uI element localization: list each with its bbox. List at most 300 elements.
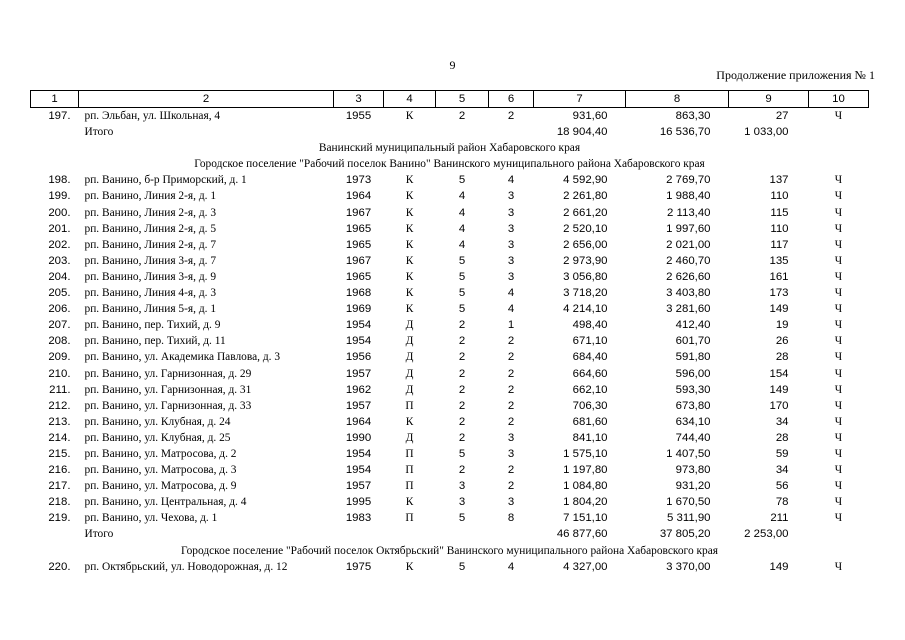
address-cell: рп. Ванино, ул. Матросова, д. 9 — [84, 480, 237, 493]
area-living-cell: 1 997,60 — [666, 222, 711, 235]
entrances-cell: 4 — [507, 303, 515, 316]
year-cell: 1983 — [345, 512, 372, 525]
material-cell: К — [405, 238, 414, 251]
material-cell: К — [405, 222, 414, 235]
year-cell: 1965 — [345, 222, 372, 235]
residents-cell: 78 — [775, 496, 789, 509]
year-cell: 1954 — [345, 335, 372, 348]
address-cell: рп. Ванино, Линия 3-я, д. 9 — [84, 270, 217, 283]
residents-cell: 34 — [775, 415, 789, 428]
area-total-cell: 931,60 — [572, 110, 608, 122]
floors-cell: 3 — [458, 496, 466, 509]
floors-cell: 4 — [458, 222, 466, 235]
residents-cell: 149 — [769, 303, 789, 316]
material-cell: К — [405, 206, 414, 219]
row-number: 214. — [48, 431, 71, 444]
table-row — [31, 301, 869, 317]
entrances-cell: 4 — [507, 287, 515, 300]
entrances-cell: 3 — [507, 270, 515, 283]
table-row — [31, 559, 869, 575]
entrances-cell: 4 — [507, 560, 515, 573]
area-total-cell: 4 214,10 — [563, 303, 608, 316]
area-living-cell: 3 370,00 — [666, 560, 711, 573]
cell-empty — [384, 526, 436, 542]
year-cell: 1965 — [345, 270, 372, 283]
address-cell: рп. Ванино, ул. Гарнизонная, д. 33 — [84, 399, 252, 412]
row-number: 199. — [48, 190, 71, 203]
column-header: 2 — [79, 91, 334, 108]
material-cell: П — [405, 464, 414, 477]
row-number: 201. — [48, 222, 71, 235]
address-cell: рп. Ванино, Линия 4-я, д. 3 — [84, 287, 217, 300]
area-total-cell: 1 084,80 — [563, 480, 608, 493]
area-total-cell: 706,30 — [572, 399, 608, 412]
area-living-cell: 634,10 — [675, 415, 711, 428]
residents-cell: 211 — [770, 512, 789, 525]
table-row — [31, 349, 869, 365]
table-row — [31, 205, 869, 221]
floors-cell: 2 — [458, 110, 466, 122]
entrances-cell: 2 — [507, 110, 515, 122]
floors-cell: 4 — [458, 190, 466, 203]
material-cell: К — [405, 415, 414, 428]
entrances-cell: 3 — [507, 447, 515, 460]
column-header: 10 — [809, 91, 869, 108]
floors-cell: 2 — [458, 399, 466, 412]
address-cell: рп. Ванино, Линия 2-я, д. 7 — [84, 238, 217, 251]
status-cell: Ч — [834, 335, 843, 348]
total-label: Итого — [84, 126, 114, 139]
residents-cell: 56 — [775, 480, 789, 493]
floors-cell: 2 — [458, 464, 466, 477]
status-cell: Ч — [834, 383, 843, 396]
area-living-cell: 673,80 — [675, 399, 711, 412]
material-cell: К — [405, 174, 414, 187]
row-number: 220. — [48, 560, 71, 573]
area-total-cell: 684,40 — [572, 351, 608, 364]
residents-cell: 26 — [775, 335, 789, 348]
year-cell: 1969 — [345, 303, 372, 316]
area-living-cell: 973,80 — [675, 464, 711, 477]
address-cell: рп. Ванино, Линия 2-я, д. 1 — [84, 190, 217, 203]
year-cell: 1965 — [345, 238, 372, 251]
entrances-cell: 3 — [507, 496, 515, 509]
area-living-cell: 3 281,60 — [666, 303, 711, 316]
area-total-cell: 2 656,00 — [563, 238, 608, 251]
cell-empty — [489, 526, 534, 542]
year-cell: 1962 — [345, 383, 372, 396]
year-cell: 1954 — [345, 319, 372, 332]
address-cell: рп. Ванино, ул. Матросова, д. 3 — [84, 464, 237, 477]
area-living-cell: 412,40 — [675, 319, 711, 332]
cell-empty — [809, 124, 869, 140]
row-number: 219. — [48, 512, 71, 525]
area-living-cell: 2 769,70 — [666, 174, 711, 187]
status-cell: Ч — [834, 447, 843, 460]
material-cell: Д — [405, 351, 414, 364]
entrances-cell: 8 — [507, 512, 515, 525]
entrances-cell: 2 — [507, 399, 515, 412]
column-header: 3 — [334, 91, 384, 108]
entrances-cell: 1 — [507, 319, 515, 332]
row-number: 198. — [48, 174, 71, 187]
material-cell: К — [405, 560, 414, 573]
row-number: 215. — [48, 447, 71, 460]
status-cell: Ч — [834, 351, 843, 364]
table-row — [31, 188, 869, 204]
entrances-cell: 3 — [507, 206, 515, 219]
material-cell: К — [405, 287, 414, 300]
residents-cell: 135 — [769, 254, 789, 267]
total-area-total: 46 877,60 — [556, 528, 608, 541]
status-cell: Ч — [834, 222, 843, 235]
row-number: 212. — [48, 399, 71, 412]
section-heading: Ванинский муниципальный район Хабаровского края — [318, 142, 581, 155]
residents-cell: 28 — [775, 431, 789, 444]
row-number: 200. — [48, 206, 71, 219]
year-cell: 1973 — [345, 174, 372, 187]
address-cell: рп. Ванино, ул. Академика Павлова, д. 3 — [84, 351, 281, 364]
status-cell: Ч — [834, 174, 843, 187]
area-total-cell: 2 973,90 — [563, 254, 608, 267]
status-cell: Ч — [834, 431, 843, 444]
table-row — [31, 446, 869, 462]
area-living-cell: 591,80 — [675, 351, 711, 364]
cell-empty — [31, 124, 79, 140]
status-cell: Ч — [834, 303, 843, 316]
area-living-cell: 744,40 — [675, 431, 711, 444]
residents-cell: 161 — [769, 270, 789, 283]
row-number: 206. — [48, 303, 71, 316]
year-cell: 1964 — [345, 415, 372, 428]
address-cell: рп. Октябрьский, ул. Новодорожная, д. 12 — [84, 560, 288, 573]
table-row — [31, 414, 869, 430]
cell-empty — [436, 124, 489, 140]
floors-cell: 2 — [458, 335, 466, 348]
area-living-cell: 1 407,50 — [666, 447, 711, 460]
address-cell: рп. Эльбан, ул. Школьная, 4 — [84, 110, 221, 122]
area-living-cell: 1 988,40 — [666, 190, 711, 203]
table-row — [31, 478, 869, 494]
table-row — [31, 317, 869, 333]
residents-cell: 27 — [775, 110, 789, 122]
year-cell: 1968 — [345, 287, 372, 300]
entrances-cell: 3 — [507, 431, 515, 444]
row-number: 204. — [48, 270, 71, 283]
column-header: 8 — [626, 91, 729, 108]
area-living-cell: 863,30 — [675, 110, 711, 122]
column-header: 4 — [384, 91, 436, 108]
cell-empty — [334, 124, 384, 140]
entrances-cell: 4 — [507, 174, 515, 187]
address-cell: рп. Ванино, б-р Приморский, д. 1 — [84, 174, 247, 187]
total-residents: 1 033,00 — [744, 126, 789, 139]
area-total-cell: 498,40 — [572, 319, 608, 332]
year-cell: 1967 — [345, 254, 372, 267]
area-living-cell: 596,00 — [675, 367, 711, 380]
status-cell: Ч — [834, 206, 843, 219]
area-total-cell: 1 575,10 — [563, 447, 608, 460]
section-heading: Городское поселение "Рабочий поселок Октябрьский" Ванинского муниципального района Хабаровского края — [180, 544, 719, 557]
row-number: 217. — [48, 480, 71, 493]
residents-cell: 115 — [770, 206, 789, 219]
material-cell: К — [405, 190, 414, 203]
address-cell: рп. Ванино, ул. Матросова, д. 2 — [84, 447, 237, 460]
area-living-cell: 2 021,00 — [666, 238, 711, 251]
floors-cell: 4 — [458, 206, 466, 219]
housing-table — [30, 90, 869, 575]
status-cell: Ч — [834, 512, 843, 525]
area-total-cell: 664,60 — [572, 367, 608, 380]
entrances-cell: 2 — [507, 480, 515, 493]
address-cell: рп. Ванино, Линия 3-я, д. 7 — [84, 254, 217, 267]
section-heading-row — [31, 140, 869, 156]
column-header: 9 — [729, 91, 809, 108]
material-cell: Д — [405, 319, 414, 332]
year-cell: 1964 — [345, 190, 372, 203]
year-cell: 1954 — [345, 464, 372, 477]
cell-empty — [489, 124, 534, 140]
status-cell: Ч — [834, 287, 843, 300]
row-number: 208. — [48, 335, 71, 348]
address-cell: рп. Ванино, Линия 2-я, д. 3 — [84, 206, 217, 219]
area-total-cell: 3 718,20 — [563, 287, 608, 300]
cell-empty — [809, 526, 869, 542]
cell-empty — [334, 526, 384, 542]
total-row — [31, 124, 869, 140]
entrances-cell: 2 — [507, 351, 515, 364]
address-cell: рп. Ванино, ул. Гарнизонная, д. 29 — [84, 367, 252, 380]
status-cell: Ч — [834, 399, 843, 412]
entrances-cell: 2 — [507, 383, 515, 396]
area-total-cell: 662,10 — [572, 383, 608, 396]
status-cell: Ч — [834, 464, 843, 477]
column-header-row — [31, 91, 869, 108]
area-living-cell: 1 670,50 — [666, 496, 711, 509]
cell-empty — [31, 526, 79, 542]
area-total-cell: 2 661,20 — [563, 206, 608, 219]
area-total-cell: 2 261,80 — [563, 190, 608, 203]
section-heading-row — [31, 156, 869, 172]
entrances-cell: 2 — [507, 335, 515, 348]
floors-cell: 5 — [458, 254, 466, 267]
column-header: 1 — [31, 91, 79, 108]
floors-cell: 5 — [458, 174, 466, 187]
floors-cell: 5 — [458, 560, 466, 573]
year-cell: 1990 — [345, 431, 372, 444]
status-cell: Ч — [834, 110, 843, 122]
area-total-cell: 671,10 — [572, 335, 608, 348]
year-cell: 1956 — [345, 351, 372, 364]
area-total-cell: 7 151,10 — [563, 512, 608, 525]
residents-cell: 34 — [775, 464, 789, 477]
table-row — [31, 269, 869, 285]
floors-cell: 2 — [458, 319, 466, 332]
material-cell: К — [405, 496, 414, 509]
table-row — [31, 221, 869, 237]
row-number: 210. — [48, 367, 71, 380]
status-cell: Ч — [834, 480, 843, 493]
material-cell: Д — [405, 383, 414, 396]
entrances-cell: 2 — [507, 367, 515, 380]
floors-cell: 2 — [458, 351, 466, 364]
row-number: 202. — [48, 238, 71, 251]
year-cell: 1957 — [345, 399, 372, 412]
table-row — [31, 108, 869, 125]
table-row — [31, 253, 869, 269]
table-row — [31, 430, 869, 446]
status-cell: Ч — [834, 254, 843, 267]
address-cell: рп. Ванино, пер. Тихий, д. 11 — [84, 335, 226, 348]
table-row — [31, 172, 869, 188]
row-number: 205. — [48, 287, 71, 300]
cell-empty — [384, 124, 436, 140]
floors-cell: 5 — [458, 303, 466, 316]
table-row — [31, 382, 869, 398]
residents-cell: 170 — [769, 399, 789, 412]
table-row — [31, 366, 869, 382]
address-cell: рп. Ванино, Линия 2-я, д. 5 — [84, 222, 217, 235]
row-number: 209. — [48, 351, 71, 364]
material-cell: П — [405, 512, 414, 525]
status-cell: Ч — [834, 270, 843, 283]
area-total-cell: 841,10 — [572, 431, 608, 444]
floors-cell: 2 — [458, 383, 466, 396]
table-row — [31, 398, 869, 414]
year-cell: 1995 — [345, 496, 372, 509]
residents-cell: 149 — [769, 383, 789, 396]
area-total-cell: 4 592,90 — [563, 174, 608, 187]
table-row — [31, 237, 869, 253]
area-living-cell: 931,20 — [675, 480, 711, 493]
table-row — [31, 333, 869, 349]
section-heading-row — [31, 543, 869, 559]
column-header: 6 — [489, 91, 534, 108]
floors-cell: 2 — [458, 367, 466, 380]
area-total-cell: 2 520,10 — [563, 222, 608, 235]
area-living-cell: 593,30 — [675, 383, 711, 396]
total-row — [31, 526, 869, 542]
section-heading: Городское поселение "Рабочий поселок Ванино" Ванинского муниципального района Хабаровского края — [194, 158, 705, 171]
floors-cell: 2 — [458, 431, 466, 444]
entrances-cell: 2 — [507, 415, 515, 428]
page-number: 9 — [449, 58, 456, 72]
cell-empty — [436, 526, 489, 542]
entrances-cell: 3 — [507, 238, 515, 251]
material-cell: Д — [405, 431, 414, 444]
address-cell: рп. Ванино, ул. Центральная, д. 4 — [84, 496, 247, 509]
status-cell: Ч — [834, 319, 843, 332]
total-residents: 2 253,00 — [744, 528, 789, 541]
row-number: 216. — [48, 464, 71, 477]
row-number: 203. — [48, 254, 71, 267]
status-cell: Ч — [834, 415, 843, 428]
table-row — [31, 462, 869, 478]
material-cell: К — [405, 303, 414, 316]
address-cell: рп. Ванино, пер. Тихий, д. 9 — [84, 319, 221, 332]
entrances-cell: 3 — [507, 190, 515, 203]
total-area-living: 16 536,70 — [659, 126, 711, 139]
material-cell: Д — [405, 367, 414, 380]
row-number: 211. — [49, 383, 71, 396]
area-total-cell: 3 056,80 — [563, 270, 608, 283]
floors-cell: 5 — [458, 270, 466, 283]
area-living-cell: 2 113,40 — [667, 206, 711, 219]
year-cell: 1957 — [345, 480, 372, 493]
area-total-cell: 1 197,80 — [563, 464, 608, 477]
material-cell: К — [405, 270, 414, 283]
floors-cell: 4 — [458, 238, 466, 251]
year-cell: 1955 — [345, 110, 372, 122]
material-cell: П — [405, 447, 414, 460]
year-cell: 1967 — [345, 206, 372, 219]
area-total-cell: 4 327,00 — [563, 560, 608, 573]
material-cell: П — [405, 399, 414, 412]
area-living-cell: 5 311,90 — [667, 512, 711, 525]
table-row — [31, 494, 869, 510]
residents-cell: 173 — [769, 287, 789, 300]
status-cell: Ч — [834, 496, 843, 509]
floors-cell: 5 — [458, 512, 466, 525]
entrances-cell: 2 — [507, 464, 515, 477]
address-cell: рп. Ванино, ул. Чехова, д. 1 — [84, 512, 218, 525]
status-cell: Ч — [834, 367, 843, 380]
residents-cell: 149 — [769, 560, 789, 573]
status-cell: Ч — [834, 238, 843, 251]
year-cell: 1975 — [345, 560, 372, 573]
floors-cell: 3 — [458, 480, 466, 493]
residents-cell: 110 — [770, 190, 789, 203]
floors-cell: 2 — [458, 415, 466, 428]
table-row — [31, 285, 869, 301]
address-cell: рп. Ванино, ул. Клубная, д. 25 — [84, 431, 231, 444]
residents-cell: 59 — [775, 447, 789, 460]
floors-cell: 5 — [458, 447, 466, 460]
total-area-total: 18 904,40 — [556, 126, 608, 139]
row-number: 213. — [48, 415, 71, 428]
residents-cell: 137 — [769, 174, 789, 187]
area-living-cell: 601,70 — [675, 335, 711, 348]
floors-cell: 5 — [458, 287, 466, 300]
entrances-cell: 3 — [507, 222, 515, 235]
row-number: 218. — [48, 496, 71, 509]
column-header: 7 — [534, 91, 626, 108]
area-living-cell: 2 626,60 — [666, 270, 711, 283]
material-cell: К — [405, 110, 414, 122]
status-cell: Ч — [834, 560, 843, 573]
material-cell: Д — [405, 335, 414, 348]
total-label: Итого — [84, 528, 114, 541]
material-cell: П — [405, 480, 414, 493]
address-cell: рп. Ванино, ул. Клубная, д. 24 — [84, 415, 231, 428]
year-cell: 1957 — [345, 367, 372, 380]
address-cell: рп. Ванино, ул. Гарнизонная, д. 31 — [84, 383, 252, 396]
entrances-cell: 3 — [507, 254, 515, 267]
total-area-living: 37 805,20 — [659, 528, 711, 541]
area-total-cell: 681,60 — [572, 415, 608, 428]
row-number: 197. — [48, 110, 71, 122]
status-cell: Ч — [834, 190, 843, 203]
area-total-cell: 1 804,20 — [563, 496, 608, 509]
residents-cell: 19 — [775, 319, 789, 332]
area-living-cell: 2 460,70 — [666, 254, 711, 267]
residents-cell: 110 — [770, 222, 789, 235]
area-living-cell: 3 403,80 — [666, 287, 711, 300]
residents-cell: 117 — [770, 238, 789, 251]
table-row — [31, 510, 869, 526]
material-cell: К — [405, 254, 414, 267]
residents-cell: 154 — [769, 367, 789, 380]
